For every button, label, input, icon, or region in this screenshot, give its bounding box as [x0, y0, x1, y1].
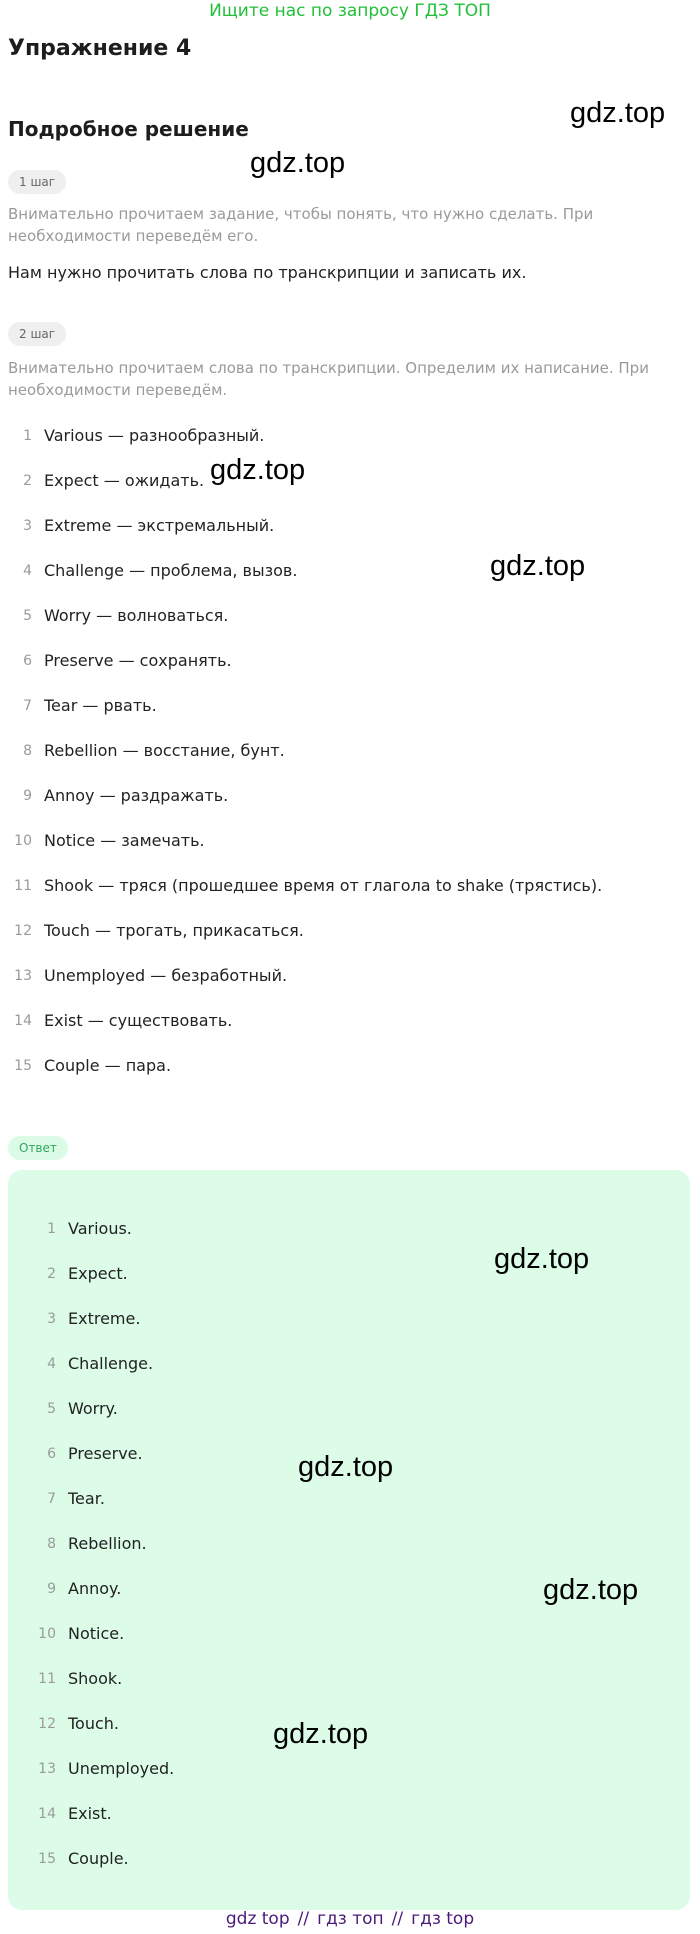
- top-banner: Ищите нас по запросу ГДЗ ТОП: [209, 1, 491, 21]
- solution-item-number: 14: [14, 1013, 32, 1029]
- solution-item-number: 5: [23, 608, 32, 624]
- solution-item-text: Shook — тряся (прошедшее время от глагола to shake (трястись).: [44, 876, 603, 895]
- answer-item-number: 3: [47, 1311, 56, 1327]
- solution-item-text: Annoy — раздражать.: [44, 786, 229, 805]
- answer-item-number: 10: [38, 1626, 56, 1642]
- watermark: gdz.top: [298, 1451, 394, 1483]
- footer-link-gdz-top-ru[interactable]: гдз топ: [317, 1909, 384, 1929]
- answer-item-text: Challenge.: [68, 1354, 154, 1373]
- solution-item-text: Preserve — сохранять.: [44, 651, 232, 670]
- watermark: gdz.top: [570, 97, 666, 129]
- answer-item-number: 7: [47, 1491, 56, 1507]
- answer-item-number: 15: [38, 1851, 56, 1867]
- solution-item-number: 8: [23, 743, 32, 759]
- answer-item-text: Exist.: [68, 1804, 112, 1823]
- answer-item-number: 6: [47, 1446, 56, 1462]
- solution-item-number: 9: [23, 788, 32, 804]
- solution-item-text: Various — разнообразный.: [44, 426, 265, 445]
- answer-item-number: 11: [38, 1671, 56, 1687]
- answer-item-text: Worry.: [68, 1399, 118, 1418]
- solution-item-number: 1: [23, 428, 32, 444]
- step-1-text: Нам нужно прочитать слова по транскрипции и записать их.: [8, 263, 527, 282]
- solution-item-number: 13: [14, 968, 32, 984]
- answer-item-number: 12: [38, 1716, 56, 1732]
- answer-item-text: Tear.: [68, 1489, 105, 1508]
- watermark: gdz.top: [250, 147, 346, 179]
- solution-item-number: 4: [23, 563, 32, 579]
- watermark: gdz.top: [543, 1574, 639, 1606]
- watermark: gdz.top: [273, 1718, 369, 1750]
- footer-separator: //: [297, 1909, 310, 1929]
- solution-item-number: 3: [23, 518, 32, 534]
- answer-item-text: Unemployed.: [68, 1759, 175, 1778]
- solution-item-text: Worry — волноваться.: [44, 606, 229, 625]
- answer-item-text: Shook.: [68, 1669, 123, 1688]
- answer-item-number: 14: [38, 1806, 56, 1822]
- answer-item-text: Extreme.: [68, 1309, 141, 1328]
- answer-item-text: Notice.: [68, 1624, 125, 1643]
- answer-item-number: 9: [47, 1581, 56, 1597]
- answer-item-number: 4: [47, 1356, 56, 1372]
- step-1-badge: 1 шаг: [8, 170, 66, 194]
- solution-item-text: Notice — замечать.: [44, 831, 205, 850]
- watermark: gdz.top: [210, 454, 306, 486]
- solution-item-number: 7: [23, 698, 32, 714]
- answer-item-text: Expect.: [68, 1264, 128, 1283]
- solution-item-text: Unemployed — безработный.: [44, 966, 288, 985]
- step-2-badge: 2 шаг: [8, 322, 66, 346]
- solution-item-text: Challenge — проблема, вызов.: [44, 561, 298, 580]
- solution-item-text: Rebellion — восстание, бунт.: [44, 741, 285, 760]
- answer-item-number: 1: [47, 1221, 56, 1237]
- answer-item-number: 13: [38, 1761, 56, 1777]
- footer-links: [0, 1908, 700, 1930]
- exercise-title: Упражнение 4: [8, 36, 192, 61]
- answer-item-number: 5: [47, 1401, 56, 1417]
- solution-title: Подробное решение: [8, 117, 249, 141]
- solution-item-number: 10: [14, 833, 32, 849]
- solution-item-text: Extreme — экстремальный.: [44, 516, 275, 535]
- solution-item-number: 6: [23, 653, 32, 669]
- answer-item-text: Annoy.: [68, 1579, 122, 1598]
- step-1-note: Внимательно прочитаем задание, чтобы понять, что нужно сделать. При необходимости переведём его.: [8, 205, 594, 245]
- answer-item-text: Couple.: [68, 1849, 129, 1868]
- footer-link-gdz-top-mixed[interactable]: гдз top: [411, 1909, 475, 1929]
- solution-item-text: Touch — трогать, прикасаться.: [44, 921, 304, 940]
- answer-item-text: Touch.: [68, 1714, 120, 1733]
- answer-item-text: Rebellion.: [68, 1534, 147, 1553]
- answer-item-number: 8: [47, 1536, 56, 1552]
- solution-item-text: Couple — пара.: [44, 1056, 172, 1075]
- answer-item-number: 2: [47, 1266, 56, 1282]
- answer-badge: Ответ: [8, 1136, 68, 1160]
- footer-separator: //: [391, 1909, 404, 1929]
- watermark: gdz.top: [494, 1243, 590, 1275]
- solution-item-text: Tear — рвать.: [44, 696, 157, 715]
- answer-item-text: Preserve.: [68, 1444, 143, 1463]
- solution-item-number: 12: [14, 923, 32, 939]
- solution-item-number: 11: [14, 878, 32, 894]
- watermark: gdz.top: [490, 550, 586, 582]
- solution-item-number: 2: [23, 473, 32, 489]
- footer-link-gdz-top[interactable]: gdz top: [225, 1909, 290, 1929]
- answer-item-text: Various.: [68, 1219, 132, 1238]
- solution-item-text: Exist — существовать.: [44, 1011, 233, 1030]
- step-2-note: Внимательно прочитаем слова по транскрипции. Определим их написание. При необходимости переведём.: [8, 359, 649, 399]
- solution-item-number: 15: [14, 1058, 32, 1074]
- solution-item-text: Expect — ожидать.: [44, 471, 205, 490]
